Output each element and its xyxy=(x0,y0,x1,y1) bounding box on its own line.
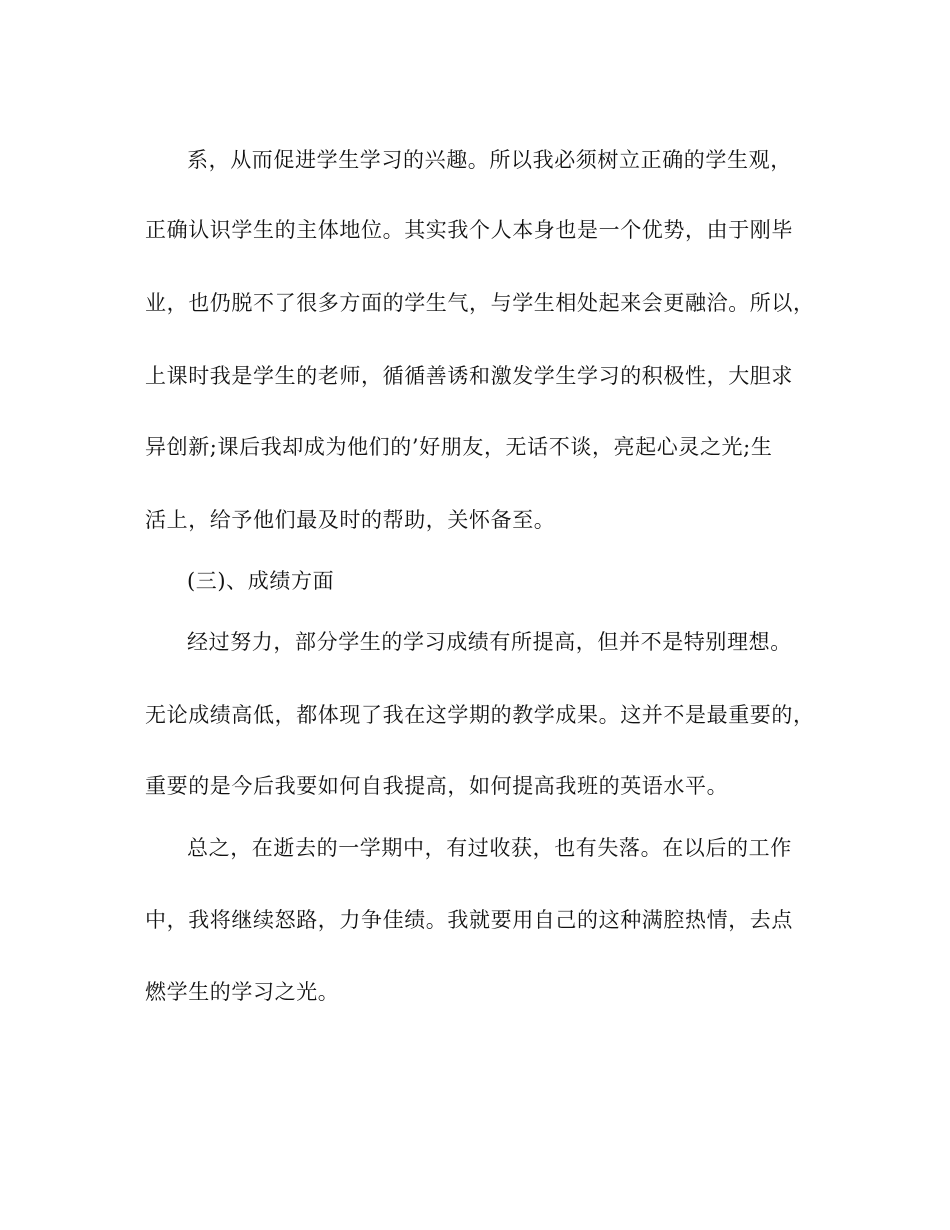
text-line: 中，我将继续怒路，力争佳绩。我就要用自己的这种满腔热情，去点 xyxy=(145,908,793,932)
text-line: 业，也仍脱不了很多方面的学生气，与学生相处起来会更融洽。所以， xyxy=(145,291,815,315)
text-line: 正确认识学生的主体地位。其实我个人本身也是一个优势，由于刚毕 xyxy=(145,218,793,242)
text-line: 活上，给予他们最及时的帮助，关怀备至。 xyxy=(145,508,556,532)
text-line: 重要的是今后我要如何自我提高，如何提高我班的英语水平。 xyxy=(145,774,729,798)
text-line: 系，从而促进学生学习的兴趣。所以我必须树立正确的学生观， xyxy=(187,148,792,172)
text-line: 上课时我是学生的老师，循循善诱和激发学生学习的积极性，大胆求 xyxy=(145,364,793,388)
section-heading: (三)、成绩方面 xyxy=(187,569,335,593)
text-line: 总之，在逝去的一学期中，有过收获，也有失落。在以后的工作 xyxy=(187,836,792,860)
text-line: 燃学生的学习之光。 xyxy=(145,980,340,1004)
text-line: 无论成绩高低，都体现了我在这学期的教学成果。这并不是最重要的， xyxy=(145,703,815,727)
text-line: 异创新;课后我却成为他们的’好朋友，无话不谈，亮起心灵之光;生 xyxy=(145,435,773,459)
text-line: 经过努力，部分学生的学习成绩有所提高，但并不是特别理想。 xyxy=(187,630,792,654)
